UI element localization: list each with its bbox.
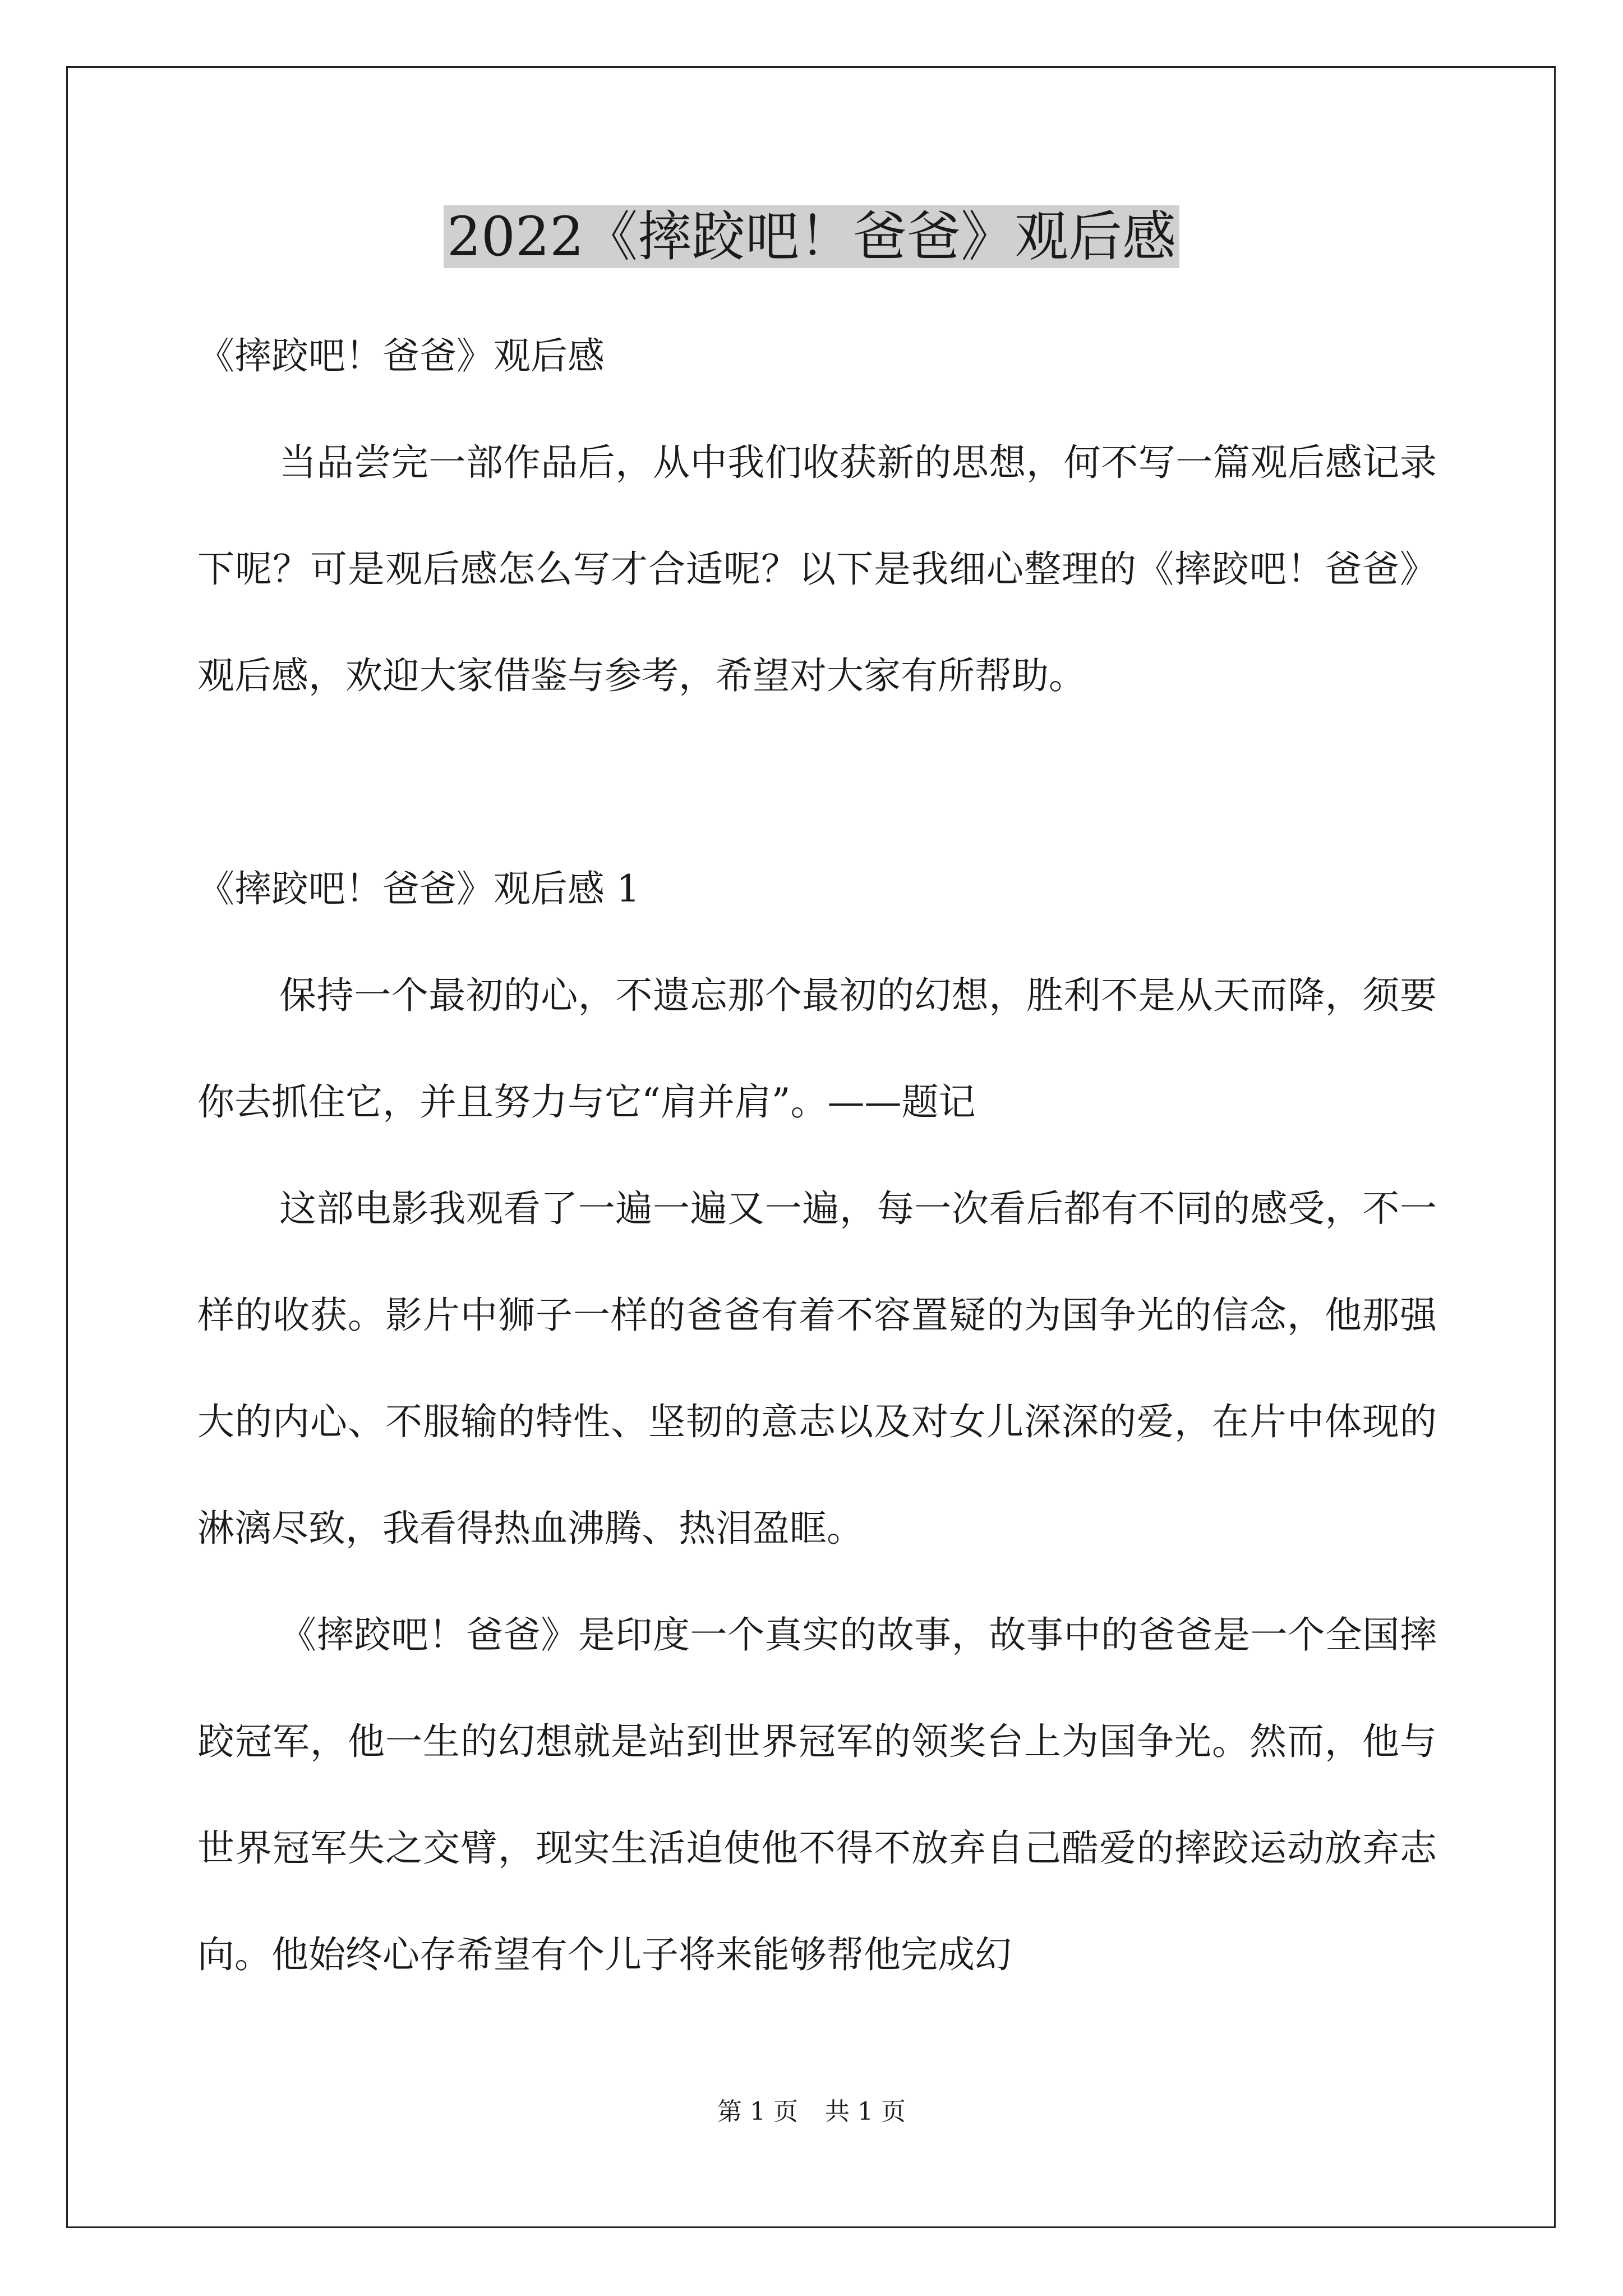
document-title [0, 197, 1623, 276]
document-body [197, 303, 1437, 2008]
body-paragraph: 《摔跤吧！爸爸》是印度一个真实的故事，故事中的爸爸是一个全国摔跤冠军，他一生的幻想就是站到世界冠军的领奖台上为国争光。然而，他与世界冠军失之交臂，现实生活迫使他不得不放弃自己酷爱的摔跤运动放弃志向。他始终心存希望有个儿子将来能够帮他完成幻 [197, 1613, 1437, 1976]
body-paragraph: 保持一个最初的心，不遗忘那个最初的幻想，胜利不是从天而降，须要你去抓住它，并且努力与它“肩并肩”。——题记 [197, 974, 1437, 1124]
section-heading: 《摔跤吧！爸爸》观后感 [197, 334, 605, 378]
document-title-text: 2022《摔跤吧！爸爸》观后感 [444, 205, 1179, 268]
body-paragraph: 当品尝完一部作品后，从中我们收获新的思想，何不写一篇观后感记录下呢？可是观后感怎么写才合适呢？以下是我细心整理的《摔跤吧！爸爸》观后感，欢迎大家借鉴与参考，希望对大家有所帮助。 [197, 441, 1437, 697]
blank-line [197, 729, 1437, 836]
page-total: 共 1 页 [825, 2097, 906, 2126]
body-paragraph: 这部电影我观看了一遍一遍又一遍，每一次看后都有不同的感受，不一样的收获。影片中狮子一样的爸爸有着不容置疑的为国争光的信念，他那强大的内心、不服输的特性、坚韧的意志以及对女儿深深的爱，在片中体现的淋漓尽致，我看得热血沸腾、热泪盈眶。 [197, 1187, 1437, 1550]
page-number: 第 1 页 [717, 2097, 798, 2126]
page-footer [0, 2095, 1623, 2129]
section-heading: 《摔跤吧！爸爸》观后感 1 [197, 867, 640, 910]
